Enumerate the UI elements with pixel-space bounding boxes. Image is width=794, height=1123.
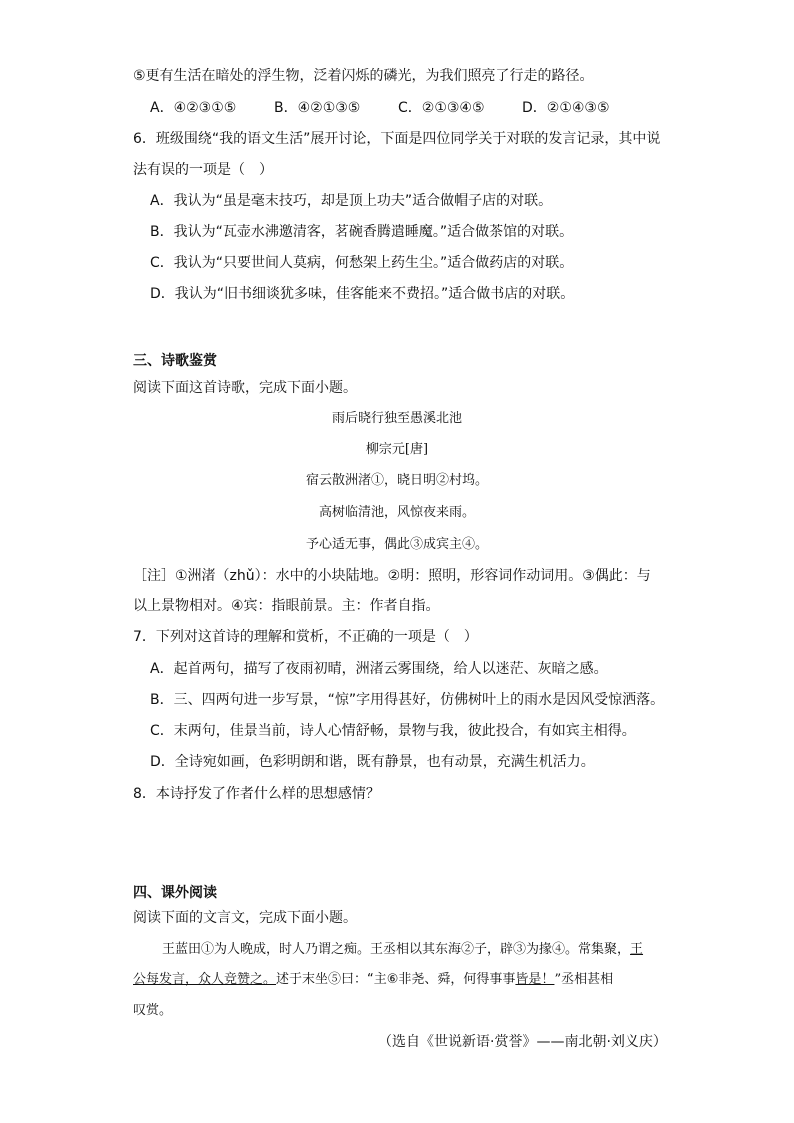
poem-note-line-1: ［注］①洲渚（zhǔ）：水中的小块陆地。②明：照明，形容词作动词用。③偶此：与 (133, 568, 651, 584)
classical-text-part: ”丞相甚相 (554, 972, 614, 987)
poem-author: 柳宗元[唐] (365, 442, 429, 457)
q6-option-a: A．我认为“虽是毫末技巧，却是顶上功夫”适合做帽子店的对联。 (150, 193, 553, 209)
text-source: （选自《世说新语·赏誉》——南北朝·刘义庆） (378, 1034, 667, 1050)
section-4-instruction: 阅读下面的文言文，完成下面小题。 (133, 910, 357, 926)
q6-stem-line-1: 6．班级围绕“我的语文生活”展开讨论，下面是四位同学关于对联的发言记录，其中说 (133, 131, 661, 147)
q7-stem: 7．下列对这首诗的理解和赏析，不正确的一项是（ ） (133, 629, 478, 645)
section-4-title: 四、课外阅读 (133, 885, 217, 901)
poem-line-3: 予心适无事，偶此③成宾主④。 (305, 537, 488, 552)
section-3-title: 三、诗歌鉴赏 (133, 353, 217, 369)
q5-options (150, 98, 670, 118)
poem-line-1: 宿云散洲渚①，晓日明②村坞。 (305, 473, 488, 488)
q7-option-d: D．全诗宛如画，色彩明朗和谐，既有静景，也有动景，充满生机活力。 (150, 754, 595, 770)
classical-text-line-2 (133, 970, 613, 990)
poem-note-line-2: 以上景物相对。④宾：指眼前景。主：作者自指。 (133, 598, 440, 614)
classical-text-part: “主⑥非尧、舜，何得事事 (367, 972, 516, 987)
q7-option-b: B．三、四两句进一步写景，“惊”字用得甚好，仿佛树叶上的雨水是因风受惊洒落。 (150, 692, 665, 708)
q5-option-b: B．④②①③⑤ (274, 100, 361, 116)
classical-text-line-3: 叹赏。 (133, 1003, 173, 1018)
poem-line-2: 高树临清池，风惊夜来雨。 (318, 505, 475, 520)
q5-option-d: D．②①④③⑤ (522, 100, 610, 116)
underlined-phrase: 皆是！ (515, 972, 555, 987)
underlined-phrase: 公每发言，众人竞赞之。 (133, 972, 277, 987)
q5-option-c: C．②①③④⑤ (398, 100, 485, 116)
q6-option-c: C．我认为“只要世间人莫病，何愁架上药生尘。”适合做药店的对联。 (150, 255, 574, 271)
q7-option-c: C．末两句，佳景当前，诗人心情舒畅，景物与我，彼此投合，有如宾主相得。 (150, 723, 636, 739)
q8-stem: 8．本诗抒发了作者什么样的思想感情？ (133, 786, 380, 802)
q7-option-a: A．起首两句，描写了夜雨初晴，洲渚云雾围绕，给人以迷茫、灰暗之感。 (150, 661, 608, 677)
q6-option-b: B．我认为“瓦壶水沸邀清客，茗碗香腾遣睡魔。”适合做茶馆的对联。 (150, 224, 574, 240)
q6-stem-line-2: 法有误的一项是（ ） (133, 162, 273, 178)
poem-title: 雨后晓行独至愚溪北池 (331, 411, 462, 426)
section-3-instruction: 阅读下面这首诗歌，完成下面小题。 (133, 380, 357, 396)
underlined-phrase: 王 (630, 942, 644, 957)
classical-text-part: 王蓝田①为人晚成，时人乃谓之痴。王丞相以其东海②子，辟③为掾④。常集聚， (162, 942, 631, 957)
q5-option-a: A．④②③①⑤ (150, 100, 237, 116)
q5-item-5: ⑤更有生活在暗处的浮生物，泛着闪烁的磷光，为我们照亮了行走的路径。 (133, 68, 594, 84)
classical-text-part: 述于末坐⑤曰： (276, 972, 368, 987)
classical-text-line-1 (162, 940, 643, 960)
q6-option-d: D．我认为“旧书细谈犹多味，佳客能来不费招。”适合做书店的对联。 (150, 286, 575, 302)
